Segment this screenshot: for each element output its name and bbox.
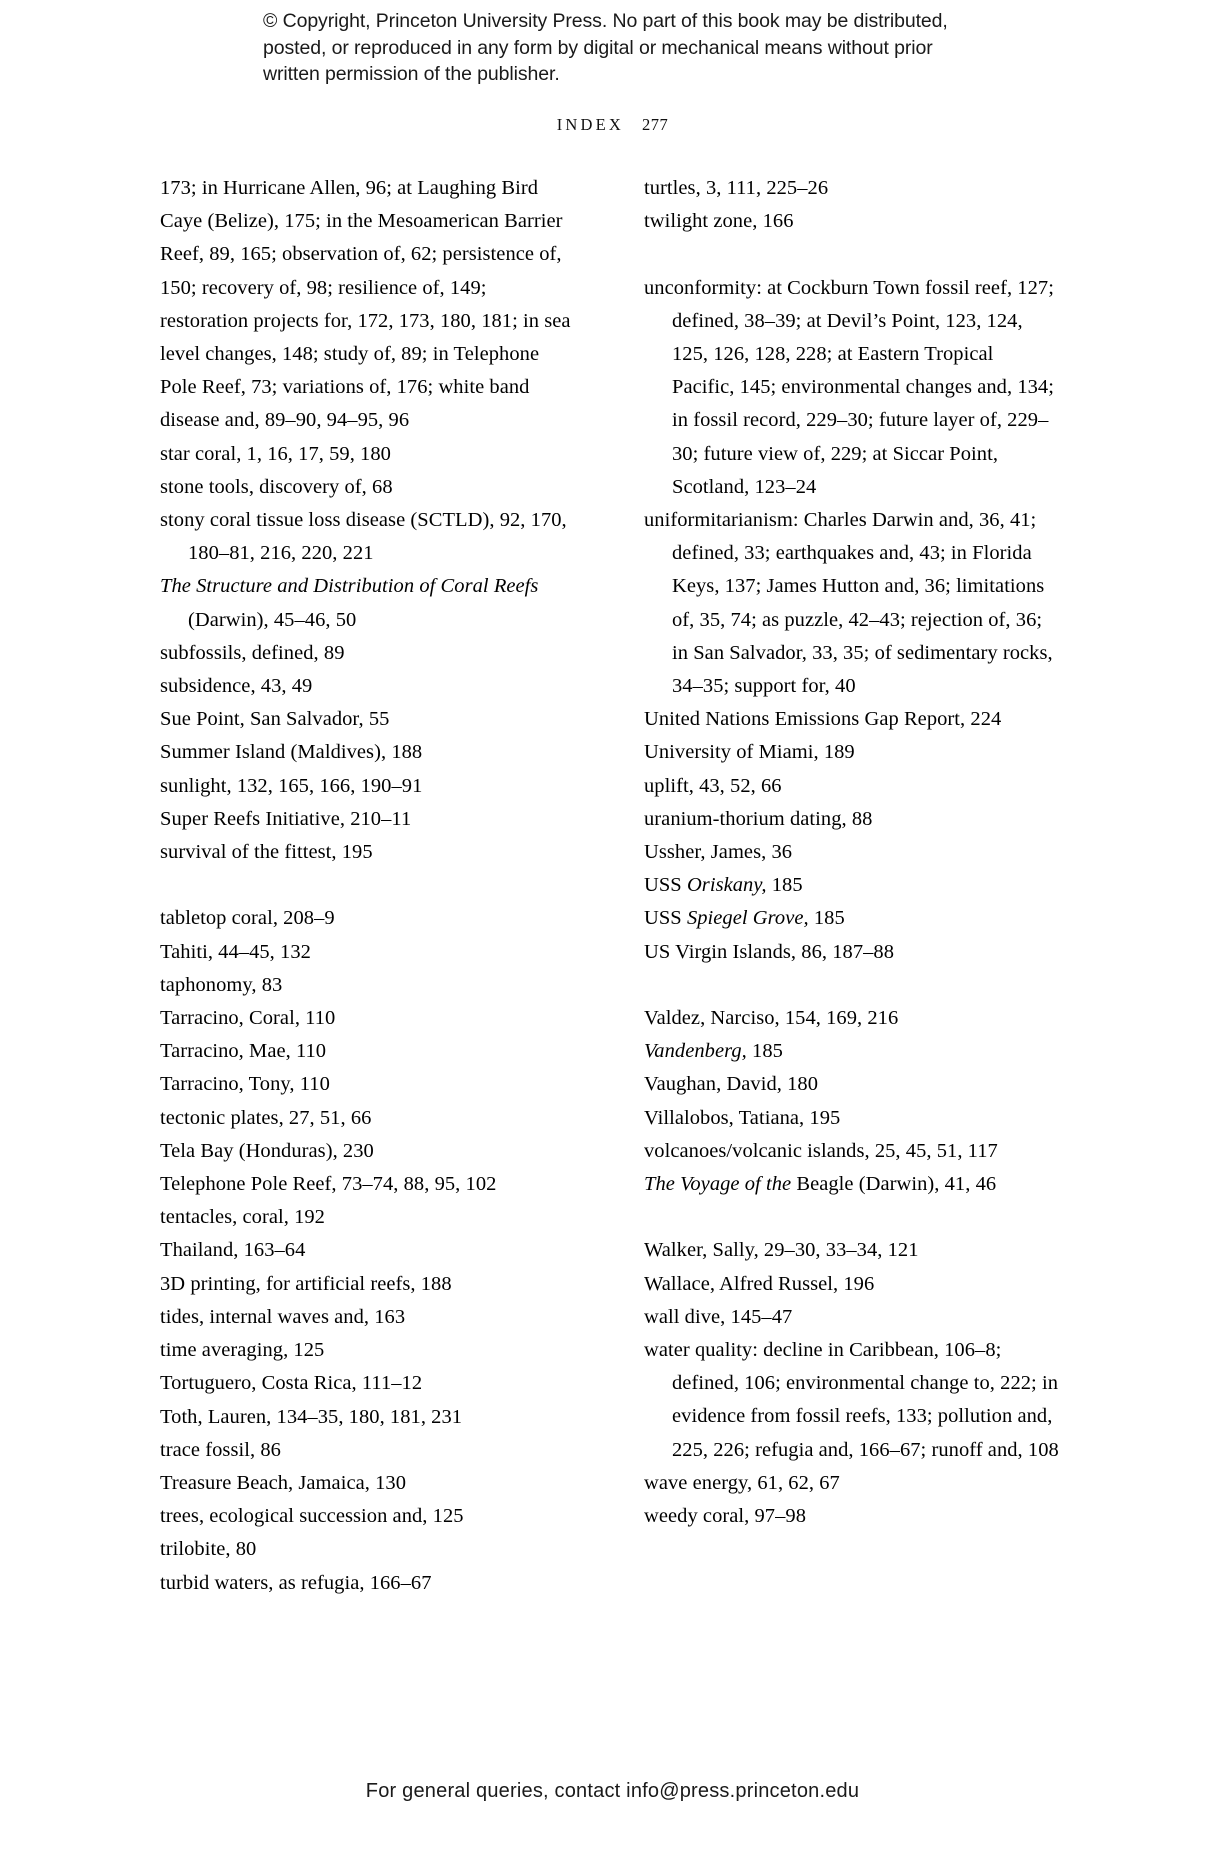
index-entry: time averaging, 125 — [160, 1339, 325, 1362]
index-entry: 173; in Hurricane Allen, 96; at Laughing Bird Caye (Belize), 175; in the Mesoamerican Barrier Reef, 89, 165; observation of, 62; persistence of, 150; recovery of, 98; resilience of, 149; restoration projects for, 172, 173, 180, 181; in sea level changes, 148; study of, 89; in Telephone Pole Reef, 73; variations of, 176; white band disease and, 89–90, 94–95, 96 — [160, 177, 571, 432]
index-entry: subfossils, defined, 89 — [160, 641, 345, 664]
index-entry: tides, internal waves and, 163 — [160, 1305, 406, 1328]
index-entry: Tahiti, 44–45, 132 — [160, 940, 311, 963]
index-entry: Valdez, Narciso, 154, 169, 216 — [644, 1007, 899, 1030]
index-group-spacer — [644, 969, 1060, 1002]
running-head — [0, 115, 1225, 135]
index-entry: subsidence, 43, 49 — [160, 675, 313, 698]
index-entry: Summer Island (Maldives), 188 — [160, 741, 423, 764]
index-entry: trilobite, 80 — [160, 1538, 257, 1561]
index-entry: Treasure Beach, Jamaica, 130 — [160, 1471, 406, 1494]
index-columns — [160, 172, 1060, 1600]
index-entry: uniformitarianism: Charles Darwin and, 36, 41; defined, 33; earthquakes and, 43; in Florida Keys, 137; James Hutton and, 36; limitations of, 35, 74; as puzzle, 42–43; rejection of, 36; in San Salvador, 33, 35; of sedimentary rocks, 34–35; support for, 40 — [644, 509, 1053, 698]
page-number: 277 — [642, 115, 669, 134]
index-entry: taphonomy, 83 — [160, 973, 283, 996]
index-entry: Tela Bay (Honduras), 230 — [160, 1139, 374, 1162]
index-entry: Telephone Pole Reef, 73–74, 88, 95, 102 — [160, 1173, 497, 1196]
index-entry: uplift, 43, 52, 66 — [644, 774, 782, 797]
index-entry: stone tools, discovery of, 68 — [160, 475, 393, 498]
index-entry: US Virgin Islands, 86, 187–88 — [644, 940, 895, 963]
index-entry: tentacles, coral, 192 — [160, 1206, 325, 1229]
index-entry-title: The Voyage of the — [644, 1173, 792, 1196]
index-entry: tectonic plates, 27, 51, 66 — [160, 1106, 372, 1129]
index-entry: Tortuguero, Costa Rica, 111–12 — [160, 1372, 423, 1395]
index-entry: Thailand, 163–64 — [160, 1239, 306, 1262]
index-column-right — [644, 172, 1060, 1600]
index-entry: trees, ecological succession and, 125 — [160, 1505, 464, 1528]
index-entry: Tarracino, Tony, 110 — [160, 1073, 330, 1096]
index-entry: USS Oriskany, 185 — [644, 874, 803, 897]
index-entry: USS Spiegel Grove, 185 — [644, 907, 845, 930]
index-entry: tabletop coral, 208–9 — [160, 907, 335, 930]
index-entry-title: Oriskany, — [686, 874, 767, 897]
index-entry: turbid waters, as refugia, 166–67 — [160, 1571, 432, 1594]
index-entry: wave energy, 61, 62, 67 — [644, 1471, 840, 1494]
index-entry: sunlight, 132, 165, 166, 190–91 — [160, 774, 423, 797]
index-entry-title: Vandenberg, — [644, 1040, 747, 1063]
index-entry: turtles, 3, 111, 225–26 — [644, 177, 829, 199]
index-entry: The Voyage of the Beagle (Darwin), 41, 46 — [644, 1173, 997, 1196]
index-entry: United Nations Emissions Gap Report, 224 — [644, 708, 1002, 731]
index-entry: unconformity: at Cockburn Town fossil reef, 127; defined, 38–39; at Devil’s Point, 123, 124, 125, 126, 128, 228; at Eastern Tropical Pacific, 145; environmental changes and, 134; in fossil record, 229–30; future layer of, 229–30; future view of, 229; at Siccar Point, Scotland, 123–24 — [644, 276, 1054, 498]
index-entry: uranium-thorium dating, 88 — [644, 807, 873, 830]
running-head-label: INDEX — [556, 115, 625, 134]
index-entry: Toth, Lauren, 134–35, 180, 181, 231 — [160, 1405, 463, 1428]
index-entry: Super Reefs Initiative, 210–11 — [160, 807, 412, 830]
copyright-notice: © Copyright, Princeton University Press. No part of this book may be distributed, posted, or reproduced in any form by digital or mechanical means without prior written permission of the publisher. — [263, 10, 948, 85]
index-entry: Walker, Sally, 29–30, 33–34, 121 — [644, 1239, 919, 1262]
index-entry: Ussher, James, 36 — [644, 841, 793, 864]
index-entry-title: The Structure and Distribution of Coral Reefs — [160, 575, 539, 598]
index-entry: Sue Point, San Salvador, 55 — [160, 708, 390, 731]
index-entry: wall dive, 145–47 — [644, 1305, 793, 1328]
index-group-spacer — [160, 869, 576, 902]
index-entry: twilight zone, 166 — [644, 210, 794, 233]
footer-queries: For general queries, contact info@press.princeton.edu — [365, 1780, 860, 1802]
index-entry: Wallace, Alfred Russel, 196 — [644, 1272, 875, 1295]
index-entry: Vaughan, David, 180 — [644, 1073, 819, 1096]
index-entry: The Structure and Distribution of Coral Reefs (Darwin), 45–46, 50 — [160, 575, 539, 631]
index-entry: trace fossil, 86 — [160, 1438, 281, 1461]
index-entry: weedy coral, 97–98 — [644, 1505, 806, 1528]
index-entry: water quality: decline in Caribbean, 106–8; defined, 106; environmental change to, 222; in evidence from fossil reefs, 133; pollution and, 225, 226; refugia and, 166–67; runoff and, 108 — [644, 1339, 1059, 1461]
index-entry: survival of the fittest, 195 — [160, 841, 373, 864]
index-entry: Tarracino, Coral, 110 — [160, 1007, 336, 1030]
index-entry-title: Spiegel Grove, — [686, 907, 809, 930]
index-entry: volcanoes/volcanic islands, 25, 45, 51, 117 — [644, 1139, 998, 1162]
index-entry: 3D printing, for artificial reefs, 188 — [160, 1272, 452, 1295]
index-entry: Tarracino, Mae, 110 — [160, 1040, 327, 1063]
index-entry: University of Miami, 189 — [644, 741, 855, 764]
index-entry: stony coral tissue loss disease (SCTLD), 92, 170, 180–81, 216, 220, 221 — [160, 509, 567, 565]
index-entry: Villalobos, Tatiana, 195 — [644, 1106, 841, 1129]
index-column-left — [160, 172, 576, 1600]
index-group-spacer — [644, 238, 1060, 271]
index-entry: star coral, 1, 16, 17, 59, 180 — [160, 442, 391, 465]
index-group-spacer — [644, 1201, 1060, 1234]
index-entry: Vandenberg, 185 — [644, 1040, 783, 1063]
